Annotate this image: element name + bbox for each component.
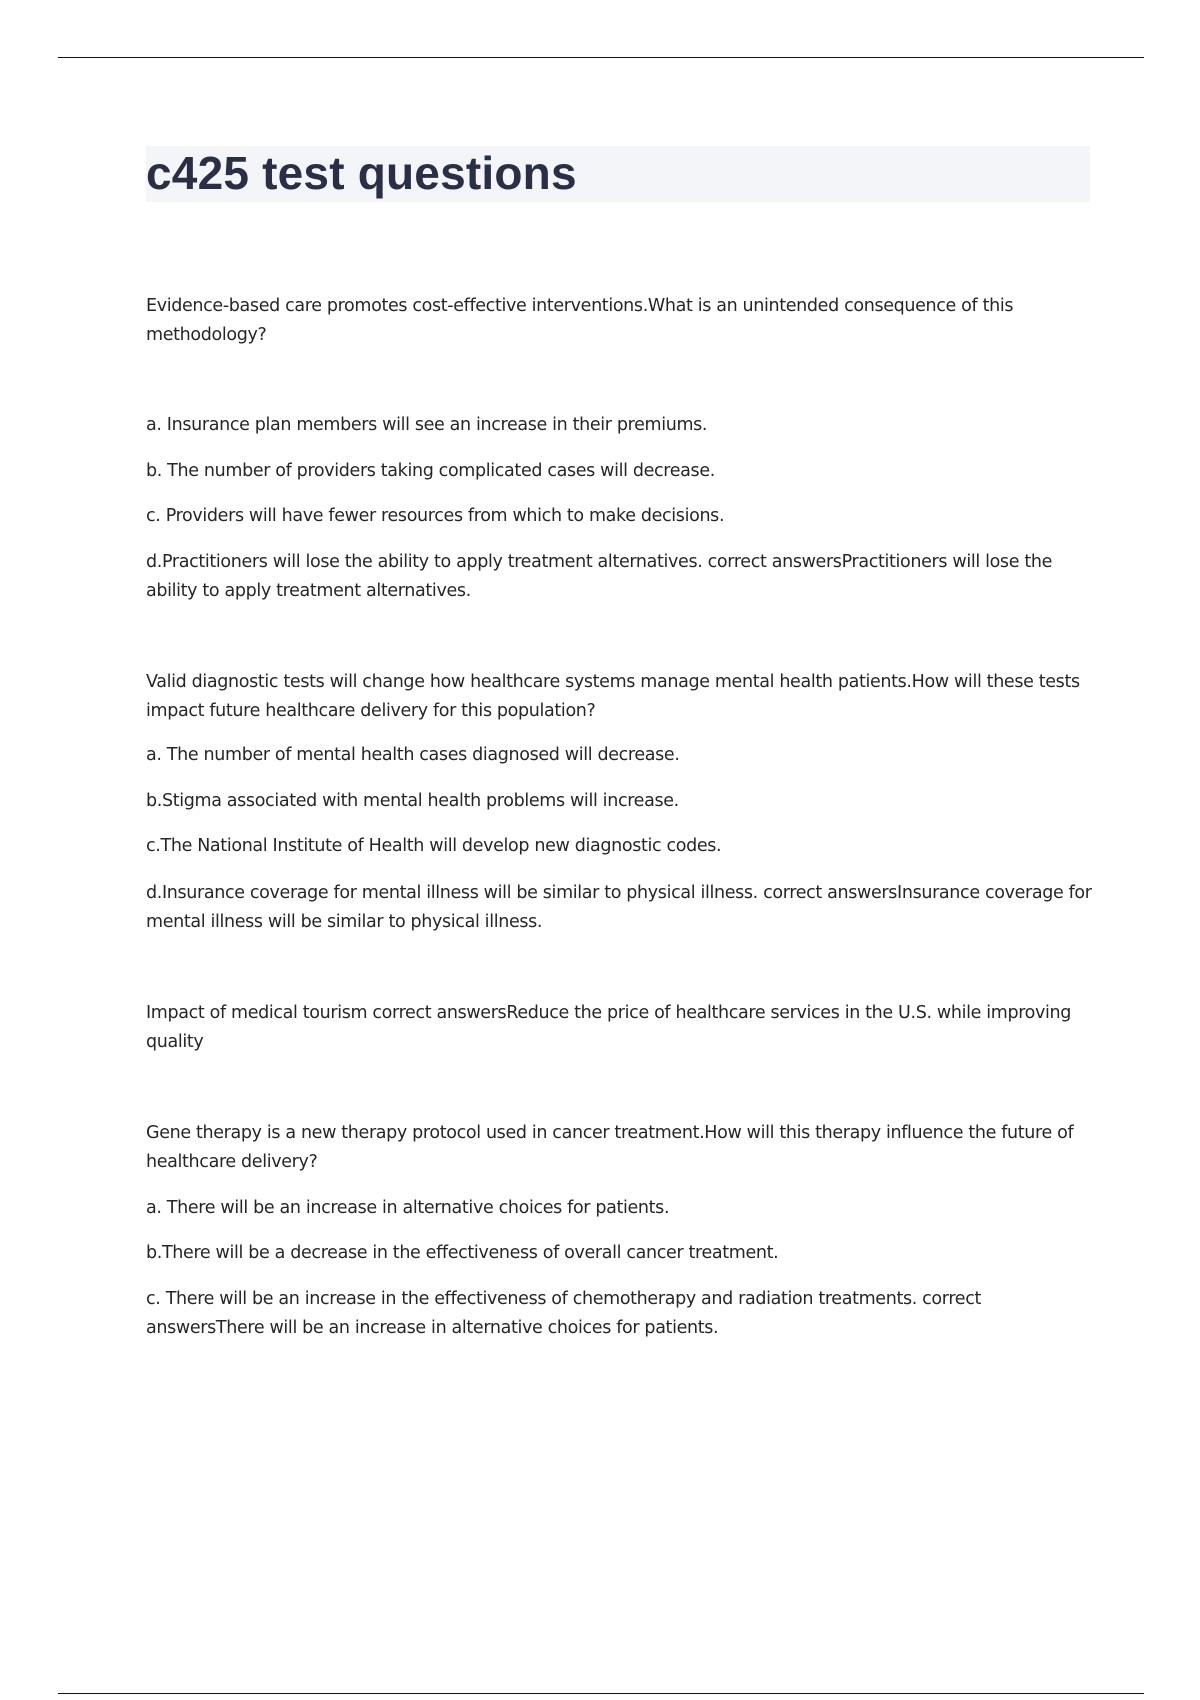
question-4-option-b: b.There will be a decrease in the effectiveness of overall cancer treatment. <box>146 1243 779 1263</box>
question-1-option-a: a. Insurance plan members will see an increase in their premiums. <box>146 415 708 435</box>
question-1-option-d-answer: d.Practitioners will lose the ability to apply treatment alternatives. correct answersPractitioners will lose the ability to apply treatment alternatives. <box>146 552 1052 601</box>
question-4-prompt: Gene therapy is a new therapy protocol used in cancer treatment.How will this therapy influence the future of healthcare delivery? <box>146 1123 1074 1172</box>
bottom-rule <box>58 1693 1144 1694</box>
question-1-option-b: b. The number of providers taking complicated cases will decrease. <box>146 461 715 481</box>
page-title: c425 test questions <box>146 147 577 199</box>
question-1-option-c: c. Providers will have fewer resources from which to make decisions. <box>146 506 725 526</box>
question-2-option-d-answer: d.Insurance coverage for mental illness will be similar to physical illness. correct answersInsurance coverage for mental illness will be similar to physical illness. <box>146 883 1092 932</box>
question-2-option-b: b.Stigma associated with mental health problems will increase. <box>146 791 679 811</box>
question-3-answer: Impact of medical tourism correct answersReduce the price of healthcare services in the U.S. while improving quality <box>146 1003 1072 1052</box>
top-rule <box>58 57 1144 58</box>
question-4-option-a: a. There will be an increase in alternative choices for patients. <box>146 1198 670 1218</box>
question-2-option-a: a. The number of mental health cases diagnosed will decrease. <box>146 745 680 765</box>
question-2-prompt: Valid diagnostic tests will change how healthcare systems manage mental health patients.How will these tests impact future healthcare delivery for this population? <box>146 672 1080 721</box>
question-4-option-c-answer: c. There will be an increase in the effectiveness of chemotherapy and radiation treatments. correct answersThere will be an increase in alternative choices for patients. <box>146 1289 981 1338</box>
question-1-prompt: Evidence-based care promotes cost-effective interventions.What is an unintended consequence of this methodology? <box>146 296 1014 345</box>
question-2-option-c: c.The National Institute of Health will develop new diagnostic codes. <box>146 836 722 856</box>
